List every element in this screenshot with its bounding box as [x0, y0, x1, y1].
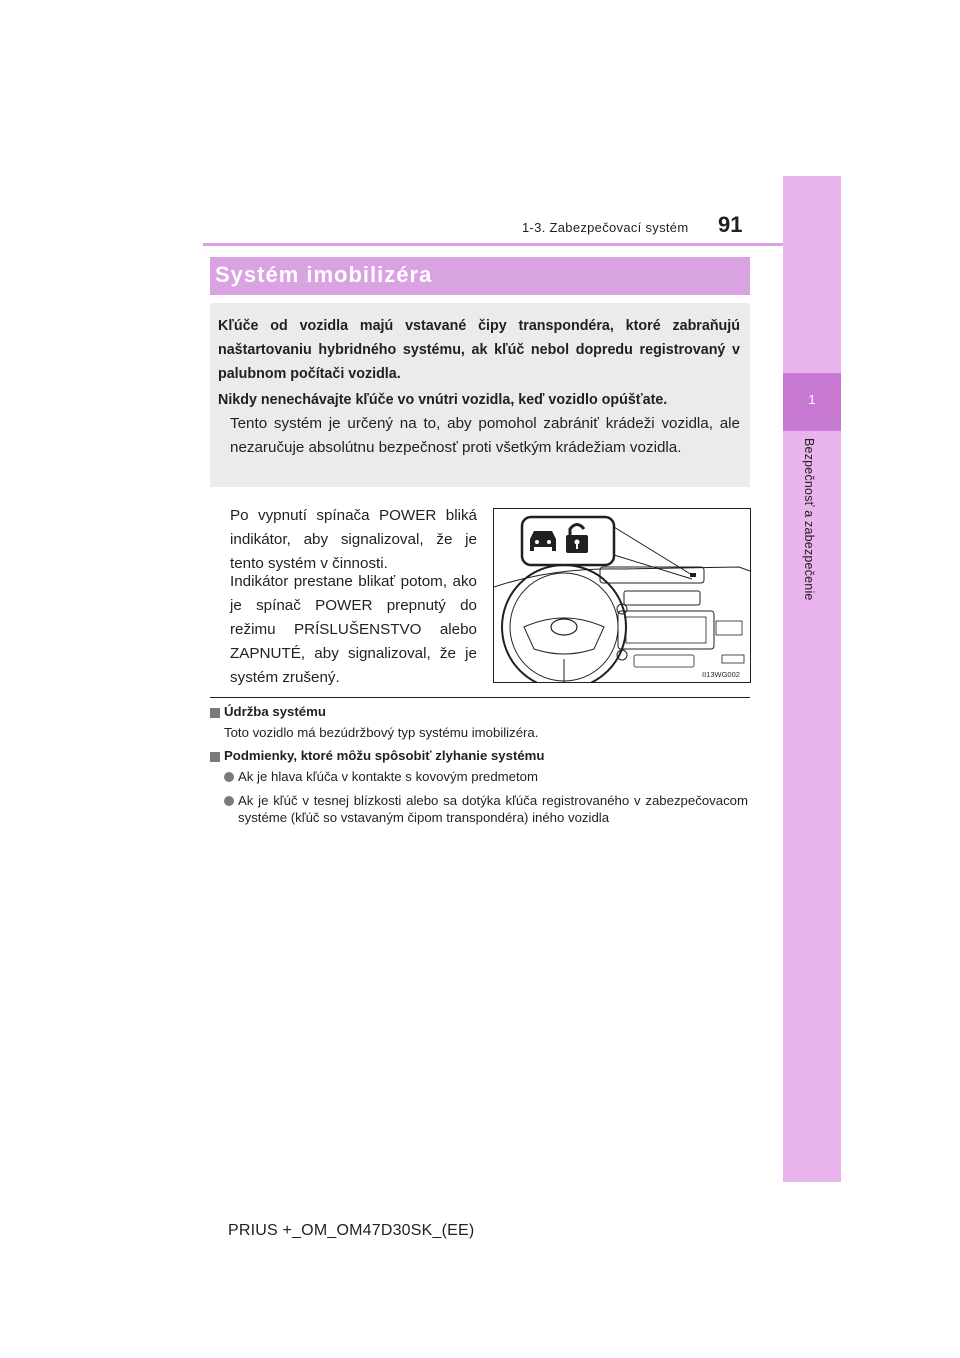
- maintenance-heading: Údržba systému: [224, 704, 326, 719]
- round-bullet-icon: [224, 772, 234, 782]
- page-number: 91: [718, 212, 743, 237]
- dashboard-drawing: [494, 509, 750, 682]
- chapter-title: Bezpečnosť a zabezpečenie: [802, 438, 816, 601]
- square-bullet-icon: [210, 752, 220, 762]
- intro-note: Tento systém je určený na to, aby pomohol zabrániť krádeži vozidla, ale nezaručuje absolútnu bezpečnosť proti všetkým krádežiam vozidla.: [230, 415, 740, 456]
- body-paragraph-2: Indikátor prestane blikať potom, ako je spínač POWER prepnutý do režimu PRÍSLUŠENSTVO alebo ZAPNUTÉ, aby signalizoval, že je systém zrušený.: [230, 573, 477, 686]
- dashboard-illustration: [493, 508, 751, 683]
- document-code: PRIUS +_OM_OM47D30SK_(EE): [228, 1222, 475, 1239]
- section-title: Systém imobilizéra: [215, 262, 433, 287]
- intro-warning: Nikdy nenechávajte kľúče vo vnútri vozidla, keď vozidlo opúšťate.: [218, 392, 668, 408]
- conditions-heading: Podmienky, ktoré môžu spôsobiť zlyhanie systému: [224, 748, 545, 763]
- header-rule: [203, 243, 841, 246]
- body-paragraph-1: Po vypnutí spínača POWER bliká indikátor, aby signalizoval, že je tento systém v činnosti.: [230, 507, 477, 572]
- chapter-number: 1: [808, 392, 816, 407]
- list-item: Ak je hlava kľúča v kontakte s kovovým predmetom: [238, 769, 538, 784]
- list-item: Ak je kľúč v tesnej blízkosti alebo sa dotýka kľúča registrovaného v zabezpečovacom systéme (kľúč so vstavaným čipom transpondéra) iného vozidla: [238, 793, 748, 825]
- intro-paragraph: Kľúče od vozidla majú vstavané čipy transpondéra, ktoré zabraňujú naštartovaniu hybridného systému, ak kľúč nebol dopredu registrovaný v palubnom počítači vozidla.: [218, 318, 740, 382]
- notes-divider: [210, 697, 750, 698]
- round-bullet-icon: [224, 796, 234, 806]
- figure-code: II13WG002: [702, 670, 740, 679]
- chapter-side-tab: [783, 176, 841, 1182]
- maintenance-text: Toto vozidlo má bezúdržbový typ systému imobilizéra.: [224, 725, 539, 740]
- square-bullet-icon: [210, 708, 220, 718]
- section-reference: 1-3. Zabezpečovací systém: [522, 220, 689, 235]
